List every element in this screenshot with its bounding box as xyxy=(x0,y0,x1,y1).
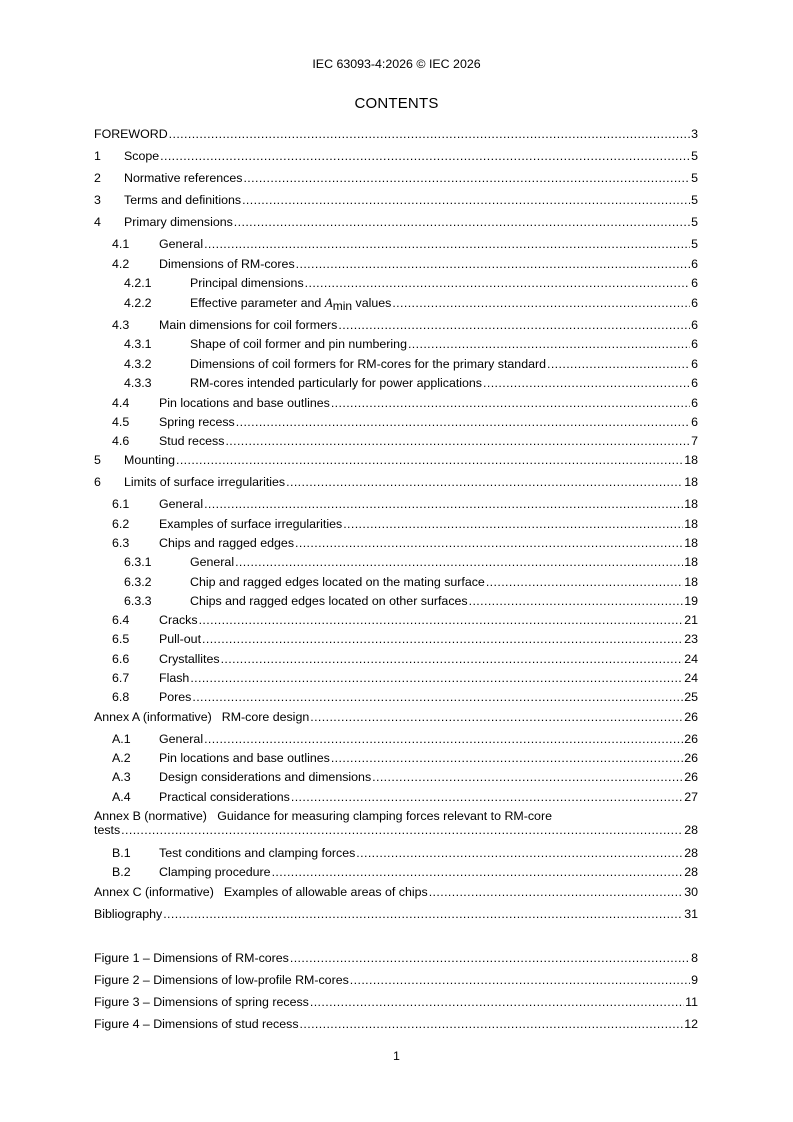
dot-leader xyxy=(343,516,683,532)
dot-leader xyxy=(392,295,690,311)
toc-page: 23 xyxy=(684,632,698,646)
toc-label: Chip and ragged edges located on the mating surface xyxy=(190,575,485,589)
toc-label: Pull-out xyxy=(159,632,202,646)
toc-label: Pores xyxy=(159,690,192,704)
toc-entry-4-2-1[interactable] xyxy=(94,275,698,291)
toc-page: 6 xyxy=(691,337,698,351)
toc-number: B.1 xyxy=(112,846,131,860)
toc-label-line2 xyxy=(94,823,698,837)
toc-number: 6.4 xyxy=(112,613,130,627)
toc-entry-normative-references[interactable] xyxy=(94,170,698,186)
toc-number: 4.5 xyxy=(112,415,130,429)
toc-entry-terms[interactable] xyxy=(94,192,698,208)
toc-entry-6-3-2[interactable] xyxy=(94,574,698,590)
figure-page: 8 xyxy=(691,951,698,965)
toc-entry-primary-dimensions[interactable] xyxy=(94,214,698,230)
dot-leader xyxy=(204,236,690,252)
toc-page: 7 xyxy=(691,434,698,448)
toc-label: Flash xyxy=(159,671,190,685)
dot-leader xyxy=(338,317,690,333)
toc-label: Guidance for measuring clamping forces relevant to RM-core xyxy=(217,809,552,823)
toc-entry-mounting[interactable] xyxy=(94,452,698,468)
dot-leader xyxy=(429,884,684,900)
toc-label-part: values xyxy=(352,296,392,310)
toc-number: A.1 xyxy=(112,732,131,746)
toc-number: 4 xyxy=(94,215,101,229)
toc-page: 28 xyxy=(684,865,698,879)
toc-label: Cracks xyxy=(159,613,198,627)
toc-entry-6-2[interactable] xyxy=(94,516,698,532)
toc-number: A.4 xyxy=(112,790,131,804)
toc-number: 6.6 xyxy=(112,652,130,666)
dot-leader xyxy=(296,256,690,272)
figure-entry-1[interactable] xyxy=(94,950,698,966)
toc-page: 18 xyxy=(684,475,698,489)
dot-leader xyxy=(234,214,690,230)
toc-number: 4.3 xyxy=(112,318,130,332)
dot-leader xyxy=(160,148,690,164)
toc-label: Terms and definitions xyxy=(124,193,242,207)
dot-leader xyxy=(291,789,683,805)
toc-entry-a-1[interactable] xyxy=(94,731,698,747)
toc-entry-6-1[interactable] xyxy=(94,496,698,512)
toc-number: 4.2.2 xyxy=(124,296,152,310)
toc-label: Bibliography xyxy=(94,907,163,921)
toc-number: Annex A (informative) xyxy=(94,710,212,724)
toc-number: 4.6 xyxy=(112,434,130,448)
dot-leader xyxy=(350,972,690,988)
dot-leader xyxy=(202,631,683,647)
figure-entry-3[interactable] xyxy=(94,994,698,1010)
toc-number: 6.7 xyxy=(112,671,130,685)
dot-leader xyxy=(310,994,684,1010)
toc-label: Chips and ragged edges located on other surfaces xyxy=(190,594,468,608)
toc-page: 30 xyxy=(684,885,698,899)
toc-entry-4-2[interactable] xyxy=(94,256,698,272)
a-min-symbol xyxy=(324,295,353,313)
dot-leader xyxy=(483,375,690,391)
toc-label: Shape of coil former and pin numbering xyxy=(190,337,407,351)
dot-leader xyxy=(290,950,690,966)
toc-number: 4.3.2 xyxy=(124,357,152,371)
figure-label: Figure 3 – Dimensions of spring recess xyxy=(94,995,309,1009)
toc-label: General xyxy=(159,732,204,746)
dot-leader xyxy=(310,709,683,725)
dot-leader xyxy=(272,864,684,880)
toc-page: 27 xyxy=(684,790,698,804)
dot-leader xyxy=(221,651,684,667)
toc-number: Annex B (normative) xyxy=(94,809,207,823)
toc-label-part: Effective parameter and xyxy=(190,296,325,310)
dot-leader xyxy=(190,670,683,686)
toc-label: Examples of surface irregularities xyxy=(159,517,343,531)
toc-page: 6 xyxy=(691,376,698,390)
toc-entry-annex-a[interactable] xyxy=(94,709,698,725)
toc-label: Normative references xyxy=(124,171,243,185)
toc-number: 6.8 xyxy=(112,690,130,704)
dot-leader xyxy=(235,554,683,570)
toc-entry-surface-irregularities[interactable] xyxy=(94,474,698,490)
toc-number: B.2 xyxy=(112,865,131,879)
toc-number: 4.1 xyxy=(112,237,130,251)
dot-leader xyxy=(192,689,683,705)
toc-entry-6-7[interactable] xyxy=(94,670,698,686)
toc-label: tests xyxy=(94,823,121,837)
toc-number: 3 xyxy=(94,193,101,207)
toc-number: Annex C (informative) xyxy=(94,885,214,899)
toc-page: 18 xyxy=(684,497,698,511)
toc-page: 28 xyxy=(684,846,698,860)
toc-label xyxy=(190,295,391,314)
toc-page: 3 xyxy=(691,127,698,141)
toc-page: 18 xyxy=(684,555,698,569)
toc-entry-4-4[interactable] xyxy=(94,395,698,411)
toc-page: 19 xyxy=(684,594,698,608)
toc-entry-4-3[interactable] xyxy=(94,317,698,333)
toc-label: Clamping procedure xyxy=(159,865,271,879)
toc-number: 6.2 xyxy=(112,517,130,531)
figure-page: 12 xyxy=(684,1017,698,1031)
figure-label: Figure 4 – Dimensions of stud recess xyxy=(94,1017,299,1031)
toc-label: Main dimensions for coil formers xyxy=(159,318,338,332)
toc-label: General xyxy=(159,237,204,251)
toc-entry-6-3-1[interactable] xyxy=(94,554,698,570)
dot-leader xyxy=(242,192,690,208)
toc-label: Examples of allowable areas of chips xyxy=(223,885,428,899)
toc-entry-4-6[interactable] xyxy=(94,433,698,449)
figure-entry-2[interactable] xyxy=(94,972,698,988)
toc-page: 28 xyxy=(684,823,698,837)
toc-number: 4.2.1 xyxy=(124,276,152,290)
toc-number: 5 xyxy=(94,453,101,467)
page-header: IEC 63093-4:2026 © IEC 2026 xyxy=(312,57,481,71)
toc-page: 26 xyxy=(684,710,698,724)
toc-page: 18 xyxy=(684,517,698,531)
toc-entry-4-3-2[interactable] xyxy=(94,356,698,372)
dot-leader xyxy=(547,356,690,372)
dot-leader xyxy=(169,126,690,142)
toc-number: 1 xyxy=(94,149,101,163)
dot-leader xyxy=(176,452,683,468)
dot-leader xyxy=(225,433,690,449)
toc-page: 21 xyxy=(684,613,698,627)
toc-label: FOREWORD xyxy=(94,127,168,141)
toc-page: 18 xyxy=(684,575,698,589)
dot-leader xyxy=(469,593,684,609)
dot-leader xyxy=(486,574,683,590)
toc-label: Pin locations and base outlines xyxy=(159,751,330,765)
figure-page: 11 xyxy=(685,995,698,1009)
dot-leader xyxy=(305,275,690,291)
toc-page: 5 xyxy=(691,193,698,207)
toc-entry-4-2-2[interactable] xyxy=(94,295,698,311)
toc-label: Crystallites xyxy=(159,652,220,666)
toc-label: Spring recess xyxy=(159,415,235,429)
toc-entry-6-3-3[interactable] xyxy=(94,593,698,609)
toc-page: 6 xyxy=(691,276,698,290)
toc-label: Pin locations and base outlines xyxy=(159,396,330,410)
toc-entry-bibliography[interactable] xyxy=(94,906,698,922)
toc-page: 18 xyxy=(684,536,698,550)
toc-label: RM-cores intended particularly for power applications xyxy=(190,376,483,390)
figure-entry-4[interactable] xyxy=(94,1016,698,1032)
toc-page: 6 xyxy=(691,318,698,332)
toc-entry-a-3[interactable] xyxy=(94,769,698,785)
toc-number: 6.1 xyxy=(112,497,130,511)
dot-leader xyxy=(300,1016,684,1032)
toc-number: A.3 xyxy=(112,770,131,784)
toc-page: 26 xyxy=(684,751,698,765)
toc-page: 6 xyxy=(691,357,698,371)
dot-leader xyxy=(295,535,683,551)
toc-number: 6 xyxy=(94,475,101,489)
toc-page: 18 xyxy=(684,453,698,467)
toc-number: 6.3.3 xyxy=(124,594,152,608)
dot-leader xyxy=(356,845,683,861)
toc-page: 5 xyxy=(691,171,698,185)
toc-number: A.2 xyxy=(112,751,131,765)
toc-label: Scope xyxy=(124,149,160,163)
toc-entry-6-3[interactable] xyxy=(94,535,698,551)
toc-entry-6-4[interactable] xyxy=(94,612,698,628)
toc-label: Design considerations and dimensions xyxy=(159,770,372,784)
toc-entry-4-1[interactable] xyxy=(94,236,698,252)
dot-leader xyxy=(331,395,690,411)
toc-number: 4.4 xyxy=(112,396,130,410)
toc-page: 6 xyxy=(691,257,698,271)
toc-page: 5 xyxy=(691,215,698,229)
toc-label-line1 xyxy=(94,809,698,823)
toc-number: 4.2 xyxy=(112,257,130,271)
figure-page: 9 xyxy=(691,973,698,987)
toc-label: Dimensions of RM-cores xyxy=(159,257,295,271)
dot-leader xyxy=(204,731,683,747)
toc-label: RM-core design xyxy=(221,710,310,724)
toc-label: Practical considerations xyxy=(159,790,290,804)
toc-page: 24 xyxy=(684,652,698,666)
toc-entry-annex-b[interactable] xyxy=(94,809,698,837)
toc-number: 6.3.2 xyxy=(124,575,152,589)
toc-label: Chips and ragged edges xyxy=(159,536,295,550)
toc-label: Stud recess xyxy=(159,434,225,448)
toc-label: Principal dimensions xyxy=(190,276,304,290)
dot-leader xyxy=(236,414,690,430)
figure-label: Figure 2 – Dimensions of low-profile RM-cores xyxy=(94,973,349,987)
page-number: 1 xyxy=(393,1049,400,1063)
a-symbol: A xyxy=(324,295,333,310)
toc-number: 6.5 xyxy=(112,632,130,646)
toc-page: 26 xyxy=(684,732,698,746)
contents-title: CONTENTS xyxy=(354,95,439,112)
dot-leader xyxy=(243,170,690,186)
toc-page: 5 xyxy=(691,149,698,163)
toc-entry-foreword[interactable] xyxy=(94,126,698,142)
toc-label: Limits of surface irregularities xyxy=(124,475,286,489)
toc-page: 6 xyxy=(691,396,698,410)
toc-page: 25 xyxy=(684,690,698,704)
toc-entry-6-8[interactable] xyxy=(94,689,698,705)
toc-entry-6-6[interactable] xyxy=(94,651,698,667)
dot-leader xyxy=(121,823,683,837)
toc-page: 6 xyxy=(691,415,698,429)
dot-leader xyxy=(286,474,683,490)
toc-entry-6-5[interactable] xyxy=(94,631,698,647)
toc-entry-a-2[interactable] xyxy=(94,750,698,766)
toc-entry-a-4[interactable] xyxy=(94,789,698,805)
toc-number: 4.3.3 xyxy=(124,376,152,390)
min-subscript: min xyxy=(332,299,353,313)
dot-leader xyxy=(199,612,684,628)
toc-label: Mounting xyxy=(124,453,175,467)
toc-page: 31 xyxy=(684,907,698,921)
dot-leader xyxy=(372,769,683,785)
toc-page: 6 xyxy=(691,296,698,310)
toc-entry-4-5[interactable] xyxy=(94,414,698,430)
toc-entry-4-3-3[interactable] xyxy=(94,375,698,391)
dot-leader xyxy=(331,750,683,766)
toc-label: Dimensions of coil formers for RM-cores for the primary standard xyxy=(190,357,546,371)
dot-leader xyxy=(408,336,690,352)
toc-page: 26 xyxy=(684,770,698,784)
toc-page: 5 xyxy=(691,237,698,251)
toc-label: Primary dimensions xyxy=(124,215,233,229)
toc-label: General xyxy=(159,497,204,511)
figure-label: Figure 1 – Dimensions of RM-cores xyxy=(94,951,289,965)
toc-label: General xyxy=(190,555,235,569)
dot-leader xyxy=(163,906,683,922)
toc-entry-annex-c[interactable] xyxy=(94,884,698,900)
toc-number: 6.3 xyxy=(112,536,130,550)
toc-entry-scope[interactable] xyxy=(94,148,698,164)
toc-entry-4-3-1[interactable] xyxy=(94,336,698,352)
toc-entry-b-1[interactable] xyxy=(94,845,698,861)
toc-label: Test conditions and clamping forces xyxy=(159,846,356,860)
toc-entry-b-2[interactable] xyxy=(94,864,698,880)
dot-leader xyxy=(204,496,683,512)
toc-number: 2 xyxy=(94,171,101,185)
toc-page: 24 xyxy=(684,671,698,685)
toc-number: 6.3.1 xyxy=(124,555,152,569)
toc-number: 4.3.1 xyxy=(124,337,152,351)
